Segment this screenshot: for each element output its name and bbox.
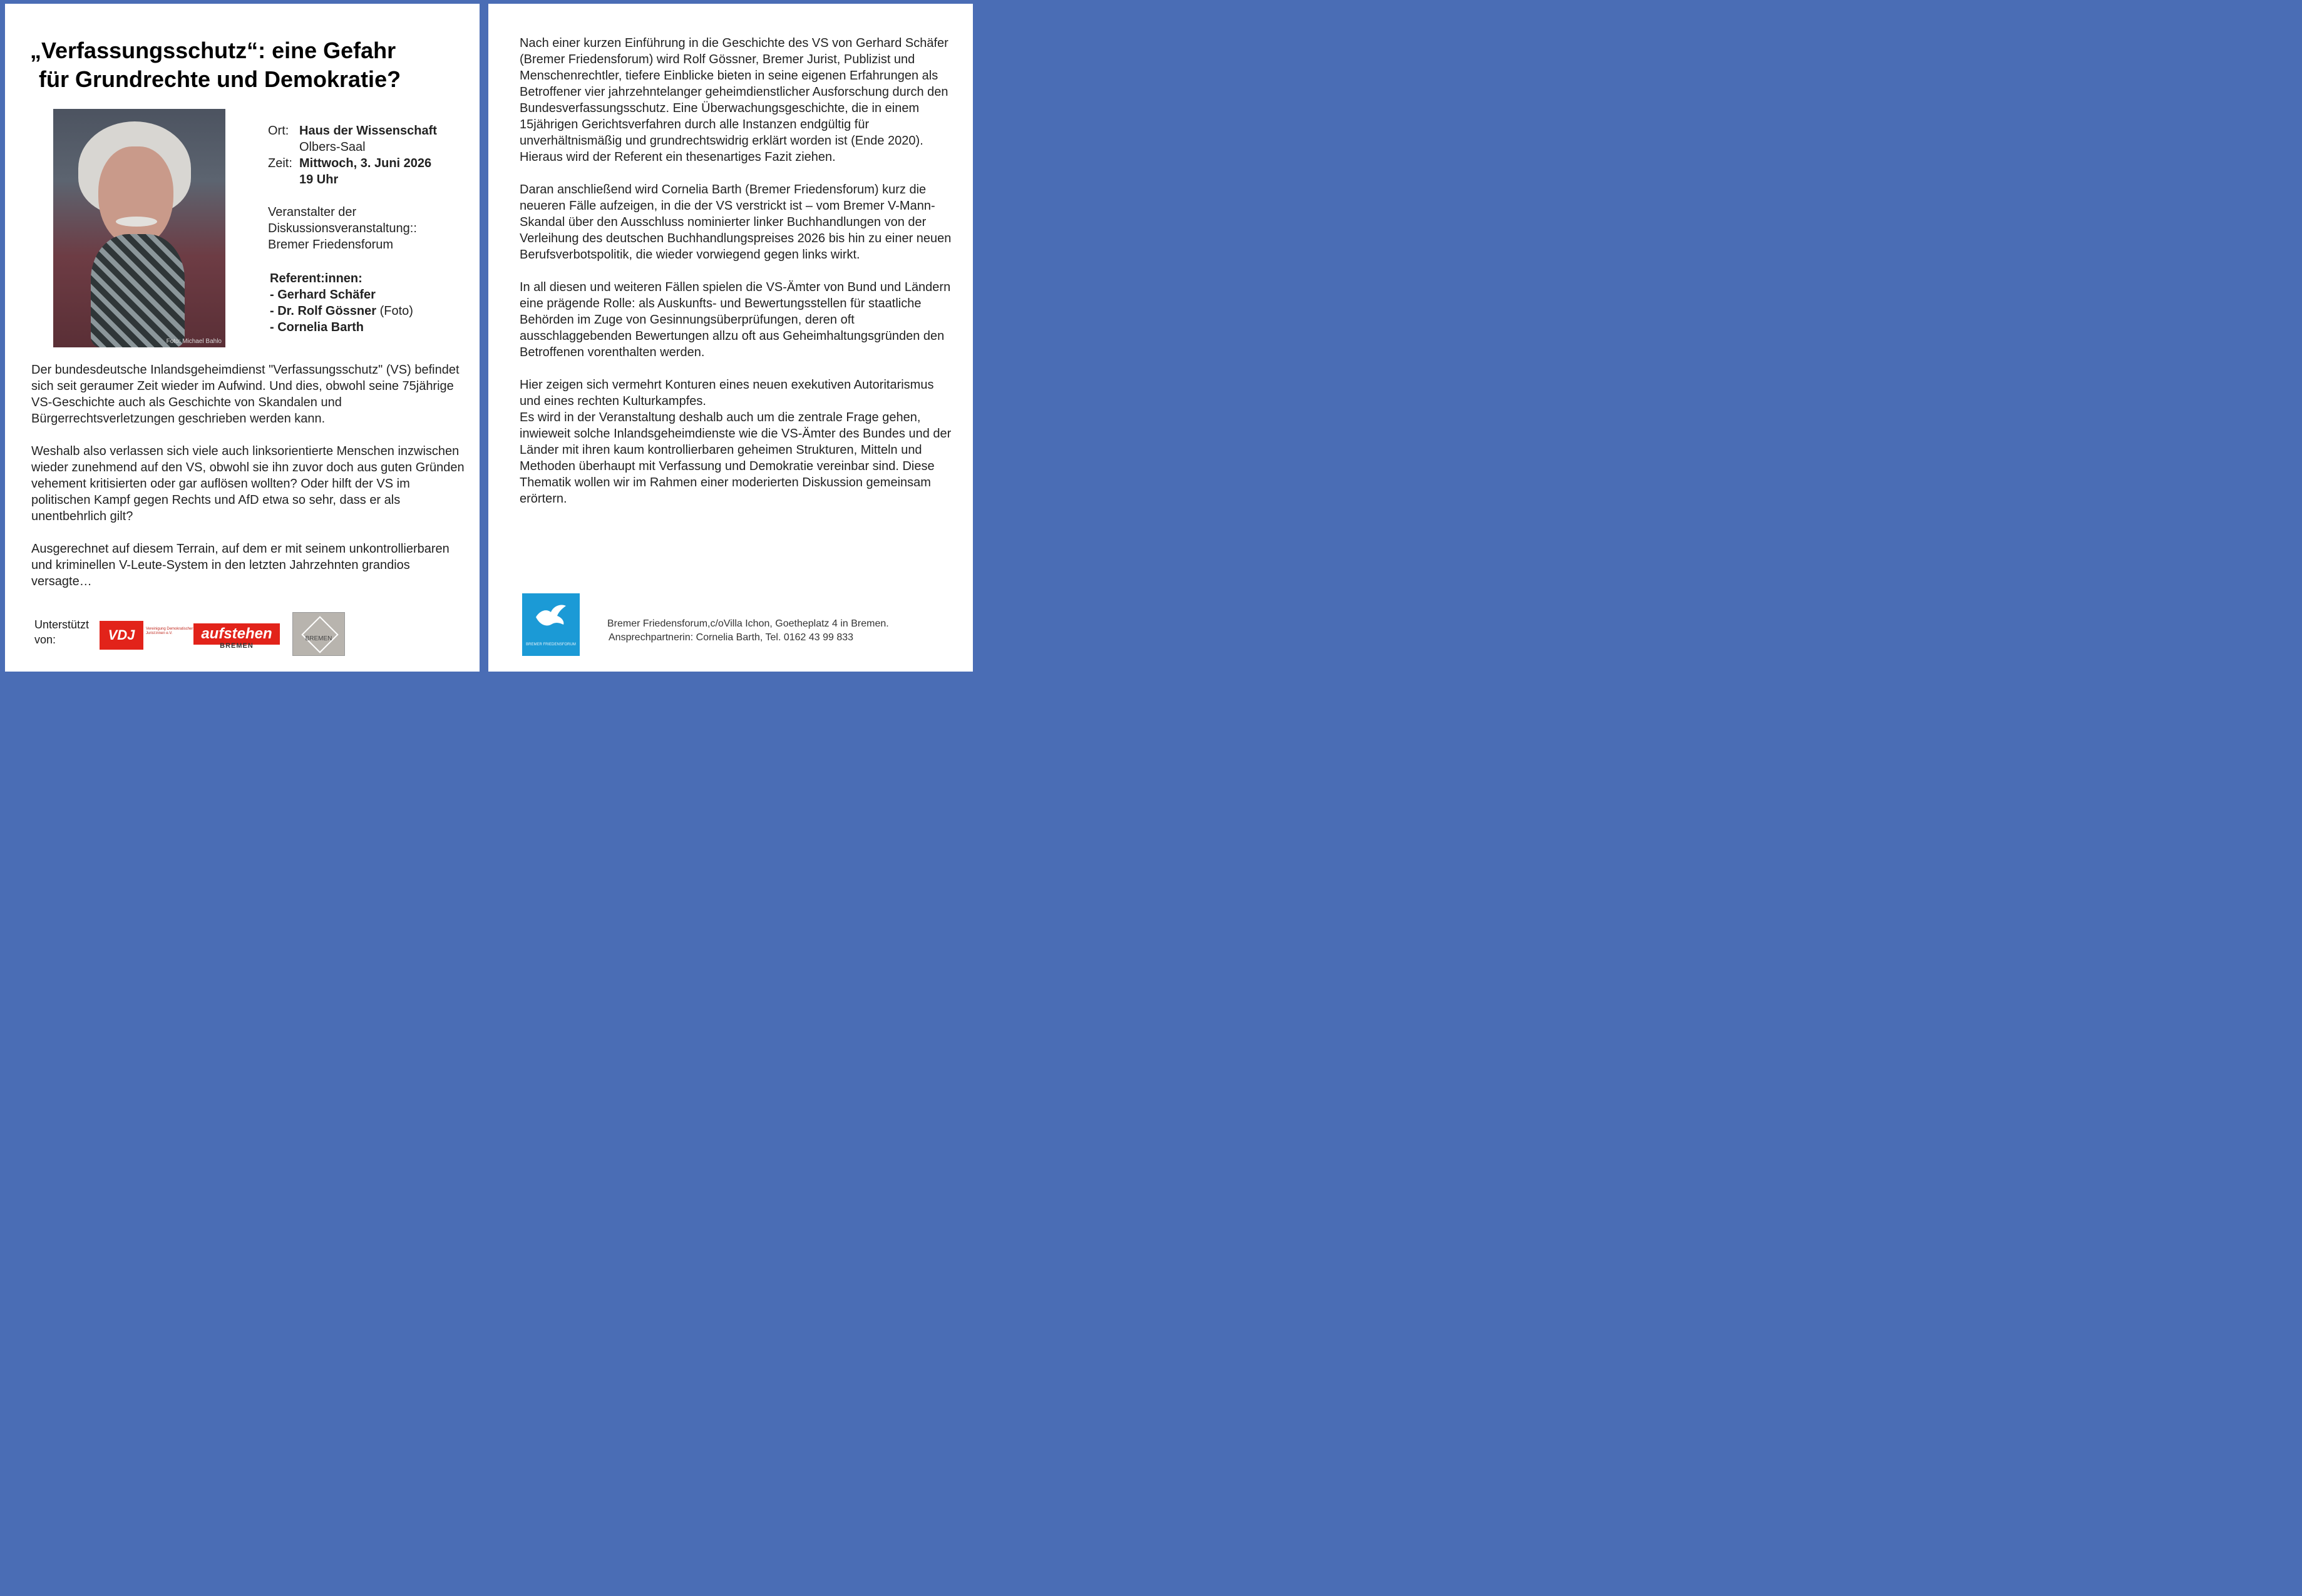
left-paragraph-2: Weshalb also verlassen sich viele auch linksorientierte Menschen inzwischen wieder zunehmend auf den VS, obwohl sie ihn zuvor doch aus guten Gründen vehement kritisierten oder gar auflösen wollten? Oder hilft der VS im politischen Kampf gegen Rechts und AfD etwa so sehr, dass er als unentbehrlich gilt?	[31, 444, 465, 523]
title-line-2: für Grundrechte und Demokratie?	[39, 66, 401, 92]
supported-by-label: Unterstützt von:	[34, 618, 90, 646]
place-room: Olbers-Saal	[299, 140, 366, 154]
right-paragraph-1: Nach einer kurzen Einführung in die Geschichte des VS von Gerhard Schäfer (Bremer Friedensforum) wird Rolf Gössner, Bremer Jurist, Publizist und Menschenrechtler, tiefere Einblicke bieten in seine eigenen Erfahrungen als Betroffener vier jahrzehntelanger geheimdienstlicher Ausforschung durch den Bundesverfassungsschutz. Eine Überwachungsgeschichte, die in einem 15jährigen Gerichtsverfahren durch alle Instanzen endgültig für unverhältnismäßig und grundrechtswidrig erklärt worden ist (Ende 2020). Hieraus wird der Referent ein thesenartiges Fazit ziehen.	[520, 36, 948, 164]
left-body-text	[31, 362, 470, 606]
right-paragraph-4: Hier zeigen sich vermehrt Konturen eines neuen exekutiven Autoritarismus und eines rechten Kulturkampfes. Es wird in der Veranstaltung deshalb auch um die zentrale Frage gehen, inwieweit solche Inlandsgeheimdienste wie die VS-Ämter des Bundes und der Länder mit ihren kaum kontrollierbaren geheimen Strukturen, Mitteln und Methoden überhaupt mit Verfassung und Demokratie vereinbar sind. Diese Thematik wollen wir im Rahmen einer moderierten Diskussion gemeinsam erörtern.	[520, 378, 952, 506]
right-paragraph-3: In all diesen und weiteren Fällen spielen die VS-Ämter von Bund und Ländern eine prägende Rolle: als Auskunfts- und Bewertungsstellen für staatliche Behörden im Zuge von Gesinnungsüberprüfungen, deren oft ausschlaggebenden Bewertungen allzu oft aus Geheimhaltungsgründen den Betroffenen vorenthalten werden.	[520, 280, 951, 359]
event-info	[268, 123, 475, 335]
right-panel	[488, 4, 973, 672]
event-date: Mittwoch, 3. Juni 2026	[299, 156, 432, 170]
organizer-name: Bremer Friedensforum	[268, 238, 394, 252]
contact-info	[607, 617, 889, 645]
place-label: Ort:	[268, 124, 289, 138]
photo-credit: Foto: Michael Bahlo	[166, 338, 222, 345]
speakers-list	[268, 270, 475, 335]
place-name: Haus der Wissenschaft	[299, 124, 437, 138]
dove-icon	[533, 603, 568, 628]
speaker-3: - Cornelia Barth	[270, 320, 364, 334]
title-line-1: „Verfassungsschutz“: eine Gefahr	[30, 38, 396, 63]
left-paragraph-1: Der bundesdeutsche Inlandsgeheimdienst "Verfassungsschutz" (VS) befindet sich seit geraumer Zeit wieder im Aufwind. Und dies, obwohl seine 75jährige VS-Geschichte auch als Geschichte von Skandalen und Bürgerrechtsverletzungen geschrieben werden kann.	[31, 363, 460, 426]
contact-person: Ansprechpartnerin: Cornelia Barth, Tel. 0162 43 99 833	[609, 632, 854, 643]
speakers-heading: Referent:innen:	[270, 272, 362, 285]
time-label: Zeit:	[268, 156, 292, 170]
left-paragraph-3: Ausgerechnet auf diesem Terrain, auf dem er mit seinem unkontrollierbaren und kriminellen V-Leute-System in den letzten Jahrzehnten grandios versagte…	[31, 542, 450, 588]
speaker-1: - Gerhard Schäfer	[270, 288, 376, 302]
aufstehen-logo: aufstehen BREMEN	[193, 623, 281, 652]
right-paragraph-2: Daran anschließend wird Cornelia Barth (Bremer Friedensforum) kurz die neueren Fälle aufzeigen, in die der VS verstrickt ist – vom Bremer V-Mann-Skandal über den Ausschluss nominierter linker Buchhandlungen von der Verleihung des deutschen Buchhandlungspreises 2026 bis hin zu einer neuen Berufsverbotspolitik, die wieder vorwiegend gegen links wirkt.	[520, 183, 952, 262]
left-panel	[5, 4, 480, 672]
friedensforum-logo: BREMER FRIEDENSFORUM	[522, 593, 580, 656]
supporters	[34, 610, 360, 660]
address: Bremer Friedensforum,c/oVilla Ichon, Goetheplatz 4 in Bremen.	[607, 618, 889, 629]
right-body-text	[520, 35, 952, 523]
speaker-2: - Dr. Rolf Gössner (Foto)	[270, 304, 413, 318]
flyer-title	[30, 36, 468, 94]
event-hour: 19 Uhr	[299, 173, 339, 187]
organizer: Veranstalter der Diskussionsveranstaltung:: Bremer Friedensforum	[268, 204, 475, 253]
vdj-logo: VDJ Vereinigung Demokratischer Jurist:innen e.V.	[100, 621, 200, 651]
speaker-portrait	[53, 109, 225, 347]
partner-logo: BREMEN	[292, 612, 345, 656]
